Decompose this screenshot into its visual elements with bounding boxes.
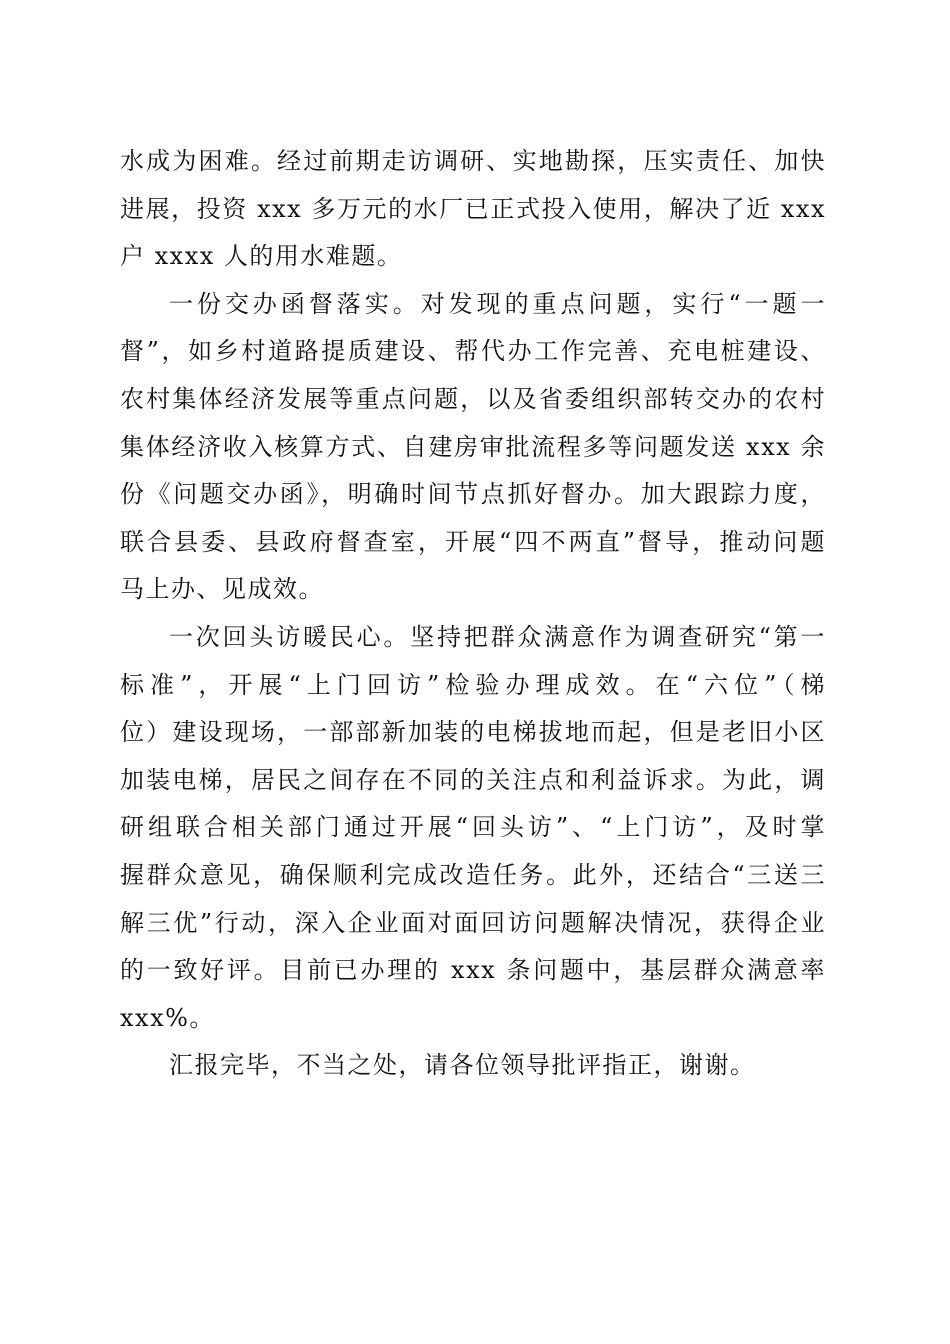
text-line: 户 xxxx 人的用水难题。 — [120, 242, 403, 271]
text-line: 集体经济收入核算方式、自建房审批流程多等问题发送 xxx 余 — [120, 432, 826, 461]
text-line: 份《问题交办函》，明确时间节点抓好督办。加大跟踪力度， — [120, 480, 826, 509]
text-line: 联合县委、县政府督查室，开展“四不两直”督导，推动问题 — [120, 527, 826, 556]
text-line: 的一致好评。目前已办理的 xxx 条问题中，基层群众满意率 — [120, 956, 826, 985]
text-line: 一份交办函督落实。对发现的重点问题，实行“一题一 — [169, 289, 826, 318]
paragraph-closing — [120, 1042, 826, 1090]
text-line: 马上办、见成效。 — [120, 575, 324, 604]
text-line: 督”，如乡村道路提质建设、帮代办工作完善、充电桩建设、 — [120, 337, 826, 366]
text-line: 一次回头访暖民心。坚持把群众满意作为调查研究“第一 — [169, 622, 826, 651]
text-line: xxx%。 — [120, 1003, 215, 1032]
document-body — [120, 138, 826, 1090]
paragraph-supervision-letter — [120, 281, 826, 614]
text-line: 加装电梯，居民之间存在不同的关注点和利益诉求。为此，调 — [120, 765, 826, 794]
text-line: 位）建设现场，一部部新加装的电梯拔地而起，但是老旧小区 — [120, 718, 826, 747]
paragraph-return-visit — [120, 614, 826, 1042]
text-line: 研组联合相关部门通过开展“回头访”、“上门访”，及时掌 — [120, 813, 826, 842]
text-line: 水成为困难。经过前期走访调研、实地勘探，压实责任、加快 — [120, 147, 826, 175]
text-line: 农村集体经济发展等重点问题，以及省委组织部转交办的农村 — [120, 384, 826, 413]
text-line: 进展，投资 xxx 多万元的水厂已正式投入使用，解决了近 xxx — [120, 194, 826, 223]
paragraph-water-plant — [120, 138, 826, 281]
text-line: 标准”，开展“上门回访”检验办理成效。在“六位”（梯 — [120, 670, 826, 699]
text-line: 解三优”行动，深入企业面对面回访问题解决情况，获得企业 — [120, 908, 826, 937]
text-line: 握群众意见，确保顺利完成改造任务。此外，还结合“三送三 — [120, 860, 826, 889]
text-line: 汇报完毕，不当之处，请各位领导批评指正，谢谢。 — [169, 1051, 756, 1080]
